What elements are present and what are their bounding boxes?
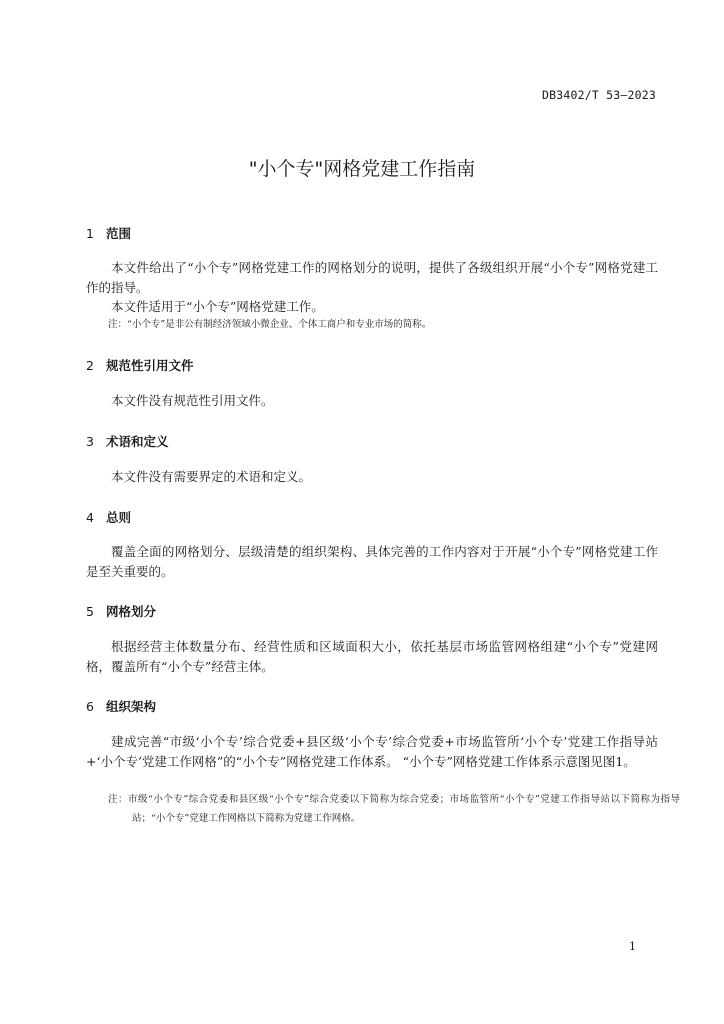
section-number: 4 — [86, 510, 94, 525]
section-heading-normative-references — [86, 356, 194, 374]
section-heading-organization — [86, 697, 156, 715]
organization-paragraph: 建成完善“市级‘小个专’综合党委+县区级‘小个专’综合党委+市场监管所‘小个专’党建工作指导站+‘小个专’党建工作网格”的“小个专”网格党建工作体系。 “小个专”网格党建工作体系示意图见图1。 — [86, 734, 658, 769]
scope-paragraph-2: 本文件适用于“小个专”网格党建工作。 — [111, 299, 324, 314]
section-heading-grid-division — [86, 602, 156, 620]
terms-definitions-paragraph: 本文件没有需要界定的术语和定义。 — [111, 469, 312, 484]
section-title: 网格划分 — [106, 604, 157, 619]
grid-division-paragraph: 根据经营主体数量分布、经营性质和区域面积大小，依托基层市场监管网格组建“小个专”党建网格，覆盖所有“小个专”经营主体。 — [86, 639, 658, 674]
section-number: 1 — [86, 226, 94, 241]
section-number: 6 — [86, 699, 94, 714]
section-heading-scope — [86, 224, 131, 242]
section-title: 总则 — [106, 510, 132, 525]
page-number: 1 — [629, 940, 636, 953]
general-paragraph: 覆盖全面的网格划分、层级清楚的组织架构、具体完善的工作内容对于开展“小个专”网格党建工作是至关重要的。 — [86, 544, 658, 579]
scope-paragraph-1: 本文件给出了“小个专”网格党建工作的网格划分的说明，提供了各级组织开展“小个专”网格党建工作的指导。 — [86, 260, 658, 295]
section-number: 5 — [86, 604, 94, 619]
section-number: 3 — [86, 434, 94, 449]
organization-note: 注：市级“小个专”综合党委和县区级“小个专”综合党委以下简称为综合党委；市场监管所“小个专”党建工作指导站以下简称为指导站；“小个专”党建工作网格以下简称为党建工作网格。 — [108, 794, 680, 824]
section-heading-general — [86, 508, 131, 526]
document-title: "小个专"网格党建工作指南 — [248, 158, 476, 180]
section-title: 术语和定义 — [106, 434, 169, 449]
scope-note: 注：“小个专”是非公有制经济领域小微企业、个体工商户和专业市场的简称。 — [108, 319, 432, 330]
section-heading-terms-definitions — [86, 432, 169, 450]
section-number: 2 — [86, 358, 94, 373]
section-title: 组织架构 — [106, 699, 157, 714]
normative-references-paragraph: 本文件没有规范性引用文件。 — [111, 393, 274, 408]
section-title: 规范性引用文件 — [106, 358, 194, 373]
section-title: 范围 — [106, 226, 132, 241]
standard-code: DB3402/T 53—2023 — [542, 88, 656, 102]
